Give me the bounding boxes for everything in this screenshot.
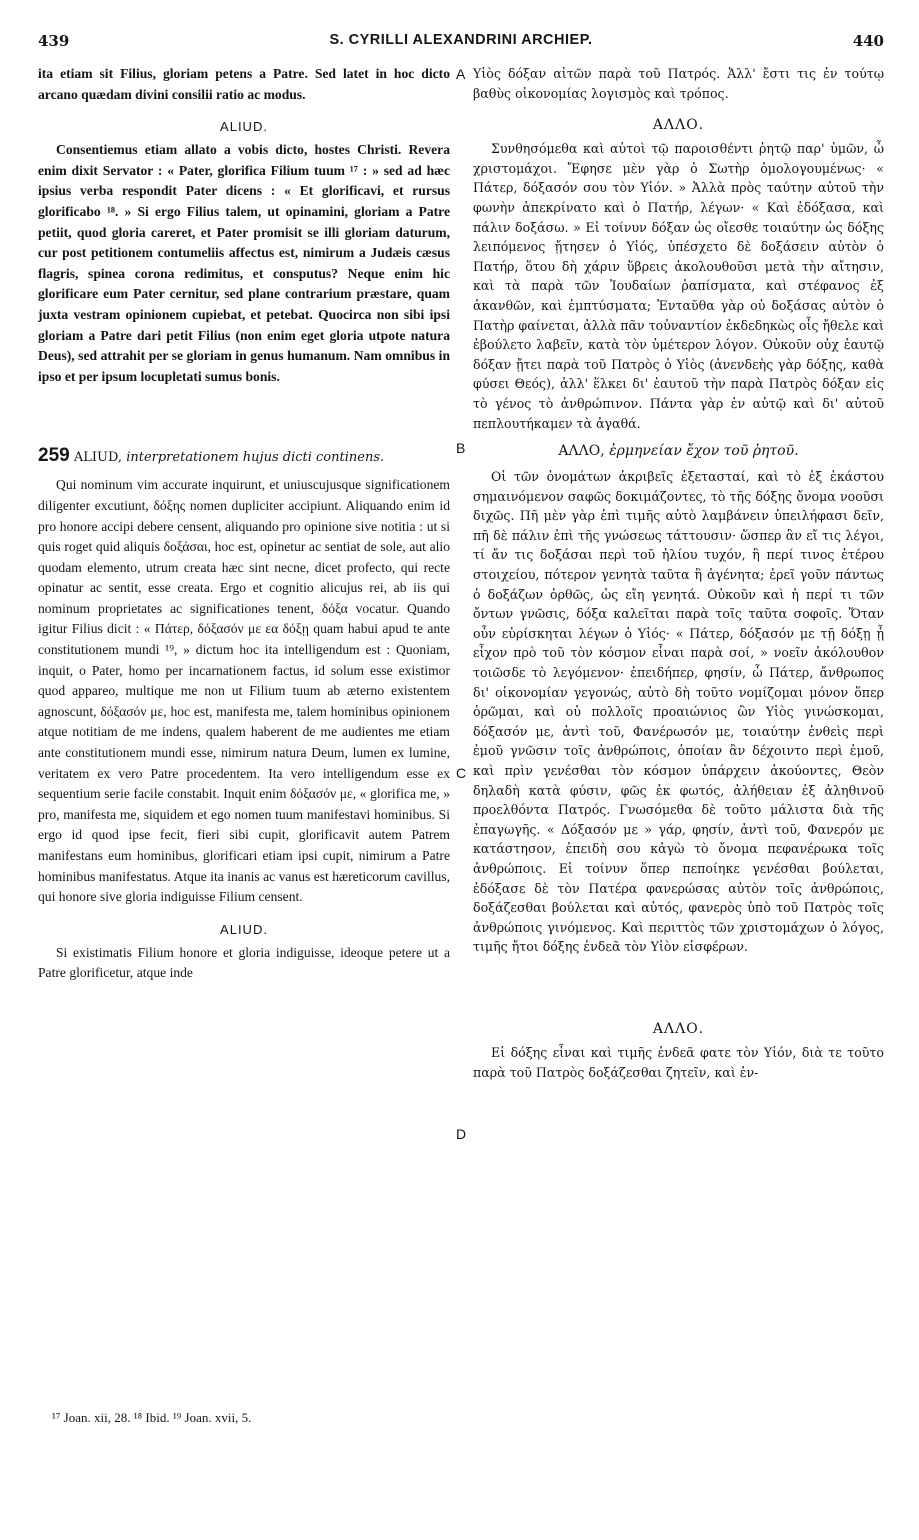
latin-section-label: ALIUD, bbox=[73, 450, 123, 466]
latin-paragraph-3: Si existimatis Filium honore et gloria indiguisse, ideoque petere ut a Patre glorificetur, atque inde bbox=[38, 944, 450, 981]
margin-letter-a: A bbox=[456, 66, 466, 82]
greek-paragraph-1: Συνθησόμεθα καὶ αὐτοὶ τῷ παροισθέντι ῥητῷ παρ' ὑμῶν, ὦ χριστομάχοι. Ἔφησε μὲν γὰρ ὁ Σωτὴρ ὁμολογουμένως· « Πάτερ, δόξασόν σου τὸν Υἱόν. » Ἀλλὰ πρὸς ταύτην αὐτοῦ τὴν φωνὴν ἀπεκρίνατο καὶ ὁ Πατήρ, λέγων· « Καὶ ἐδόξασα, καὶ πάλιν δοξάσω. » Εἰ τοίνυν δόξαν ὡς οἴεσθε τοιαύτην ὡς δόξης λειπόμενος ᾔτησεν ὁ Υἱός, ὑπέσχετο δὲ δοξάσειν αὐτὸν ὁ Πατήρ, ὅτου δὴ χάριν ὕβρεις ἀκολουθοῦσι μετὰ τὴν αἴτησιν, καὶ τὰ παρὰ τῶν Ἰουδαίων ῥαπίσματα, καὶ στέφανος ἐξ ἀκανθῶν, καὶ ἐμπτύσματα; Ἐνταῦθα γὰρ οὐ δοξάσας αὐτὸν ὁ Πατὴρ φαίνεται, ἀλλὰ πᾶν τοὐναντίον ἐκδεδηκὼς οἷς ἤθελε καὶ ἐβούλετο λαβεῖν, κατὰ τὸν ὑμέτερον λόγον. Οὐκοῦν οὐχ ἑαυτῷ δόξαν ᾔτει παρὰ τοῦ Πατρὸς ὁ Υἱὸς (ἀνενδεὴς γὰρ δόξης, καθὰ φύσει Θεός), ἀλλ' ἕλκει δι' ἑαυτοῦ τὴν παρὰ Πατρὸς δόξαν εἰς τὸ γένος τὸ ἀνθρώπινον. Πάντα γὰρ ἐν αὐτῷ καὶ δι' αὐτοῦ πεπλουτήκαμεν τὰ ἀγαθά. bbox=[473, 141, 884, 431]
section-number: 259 bbox=[38, 445, 70, 467]
margin-letter-b: B bbox=[456, 440, 466, 456]
running-title: S. CYRILLI ALEXANDRINI ARCHIEP. bbox=[329, 32, 593, 48]
greek-section-label: ΑΛΛΟ, bbox=[558, 443, 605, 460]
latin-heading-aliud-1: ALIUD. bbox=[220, 119, 268, 135]
greek-column bbox=[473, 64, 884, 1082]
margin-letter-c: C bbox=[456, 765, 467, 781]
latin-column bbox=[38, 64, 450, 984]
latin-paragraph-1: Consentiemus etiam allato a vobis dicto, hostes Christi. Revera enim dixit Servator : « Pater, glorifica Filium tuum ¹⁷ : » sed ad hæc ipsius verba respondit Pater dicens : « Et glorificavi, et rursus glorificabo ¹⁸. » Si ergo Filius talem, ut opinamini, gloriam a Patre petiit, quod gloria careret, et Pater promisit se illi gloriam daturum, cur post petitionem contumeliis affectus est, nimirum a Judæis cæsus flagris, spinea corona redimitus, et consputus? Neque enim hic glorificare eum Pater cernitur, sed plane contrarium præstare, quam juxta vestram opinionem cupiebat, et petebat. Quocirca non sibi ipsi gloriam a Patre dari petit Filius (non enim eget gloria utpote natura Deus), sed attrahit per se gloriam in genus humanum. Nam omnibus in ipso et per ipsum locupletati sumus bonis. bbox=[38, 142, 450, 384]
greek-paragraph-2: Οἱ τῶν ὀνομάτων ἀκριβεῖς ἐξετασταί, καὶ τὸ ἐξ ἑκάστου σημαινόμενον σαφῶς δοκιμάζοντες, τὸ τῆς δόξης ὄνομα νοοῦσι διχῶς. Πῆ μὲν γὰρ ἐπὶ τιμῆς αὐτὸ λαμβάνειν ὑπειλήφασι δεῖν, πῆ δὲ πάλιν ἐπὶ τῆς γνώσεως τάττουσιν· ὥσπερ ἂν εἴ τις λέγοι, τί ἄν τις δοξάσαι περὶ τοῦ ἡλίου τυχόν, ἢ περί τινος ἑτέρου στοιχείου, πότερον γενητὰ ταῦτα ἢ ἀγένητα; ἐρεῖ γοῦν πάντως ὁ δοξάζων ὀρθῶς, ὡς εἴη γενητά. Οὐκοῦν καὶ ἡ περί τι τῶν ὄντων γνῶσις, δόξα καλεῖται παρὰ τοῖς ταῦτα σοφοῖς. Ὅταν οὖν εὑρίσκηται λέγων ὁ Υἱός· « Πάτερ, δόξασόν με τῇ δόξῃ ᾗ εἶχον πρὸ τοῦ τὸν κόσμον εἶναι παρὰ σοί, » νοεῖν ἀκόλουθον τοιῶσδε τὸ λεγόμενον· ἐπειδήπερ, φησίν, ὦ Πάτερ, ἄνθρωπος δι' οἰκονομίαν γεγονώς, αὐτὸ δὴ τοῦτο νομίζομαι μόνον ὅπερ ὁρῶμαι, καὶ οὐ πολλοῖς προαιώνιος ὢν Υἱὸς γινώσκομαι, δόξασόν με, ἀντὶ τοῦ, Φανέρωσόν με, τοιαύτην ἐνθεὶς περὶ ἐμοῦ γνῶσιν τοῖς ἀνθρώποις, ὁποίαν ἂν δέχοιντο περὶ ἐμοῦ, καὶ πρὶν γενέσθαι τὸν κόσμον ὑπάρχειν ἀκούοντες, Θεὸν δηλαδὴ κατὰ φύσιν, φῶς ἐκ φωτός, ἀλήθειαν ἐξ ἀληθινοῦ προελθόντα Πατρός. Γνωσόμεθα δὲ τοῦτο μάλιστα διὰ τῆς ἐπαγωγῆς. « Δόξασόν με » γάρ, φησίν, ἀντὶ τοῦ, Φανερόν με κατάστησον, ἐπειδὴ σου κἀγὼ τὸ ὄνομα πεφανέρωκα τοῖς ἀνθρώποις. Εἰ τοίνυν ὅπερ πεποίηκε γενέσθαι βούλεται, ἐδόξασε δὲ τὸν Πατέρα φανερώσας αὐτὸν τοῖς ἀνθρώποις, δοξάζεσθαι βούλεται καὶ αὐτός, φανερὸς ὑπὸ τοῦ Πατρὸς τοῖς ἀνθρώποις γινόμενος. Καὶ περιττὸς τῶν χριστομάχων ὁ λόγος, τιμῆς ἤτοι δόξης ἐνδεᾶ τὸν Υἱὸν εἰσφέρων. bbox=[473, 469, 884, 955]
greek-paragraph-0: Υἱὸς δόξαν αἰτῶν παρὰ τοῦ Πατρός. Ἀλλ' ἔστι τις ἐν τούτῳ βαθὺς οἰκονομίας λογισμὸς καὶ τρόπος. bbox=[473, 66, 884, 101]
page-number-right: 440 bbox=[852, 32, 884, 50]
greek-heading-allo-3: ΑΛΛΟ. bbox=[652, 1020, 705, 1037]
greek-section-subtitle: ἑρμηνείαν ἔχον τοῦ ῥητοῦ. bbox=[609, 443, 799, 460]
latin-section-heading bbox=[38, 445, 450, 467]
page-header bbox=[38, 32, 884, 58]
greek-paragraph-3: Εἰ δόξης εἶναι καὶ τιμῆς ἐνδεᾶ φατε τὸν Υἱόν, διὰ τε τοῦτο παρὰ τοῦ Πατρὸς δοξάζεσθαι ζητεῖν, καὶ ἐν- bbox=[473, 1044, 884, 1080]
margin-letter-d: D bbox=[456, 1126, 467, 1142]
greek-section-heading bbox=[473, 443, 884, 459]
page-number-left: 439 bbox=[38, 32, 70, 50]
latin-section-subtitle: interpretationem hujus dicti continens. bbox=[126, 450, 385, 466]
latin-paragraph-2: Qui nominum vim accurate inquirunt, et uniuscujusque significationem diligenter excutiunt, δόξης nomen dupliciter accipiunt. Aliquando enim id pro honore accipi debere censent, aliquando pro opinione sive notitia : ut si quis roget quid aliquis δοξάσαι, hoc est, opinetur ac sentiat de sole, aut alio quodam elemento, utrum creata hæc sint necne, dicet profecto, qui recte opinatur ac sentit, esse creata. Ergo et cognitio alicujus rei, ab iis qui nominum proprietates ac significationes tenent, δόξα vocatur. Quando igitur Filius dicit : « Πάτερ, δόξασόν με εα δόξῃ quam habui apud te ante constitutionem mundi ¹⁹, » dictum hoc ita intelligendum est : Quoniam, inquit, o Pater, homo per incarnationem factus, id solum esse existimor quod appareo, multique me non ut Filium tuum ab æterno existentem agnoscunt, δόξασόν με, hoc est, manifesta me, talem hominibus opinionem atque notitiam de me indens, qualem haberent de me audientes me etiam ante constitutionem mundi esse, nimirum natura Deum, lumen ex lumine, veritatem ex vero Patre procedentem. Ita vero intelligendum esse ex sequentium serie facile constabit. Inquit enim δόξασόν με, « glorifica me, » pro, manifesta me, siquidem et ego nomen tuum manifestavi hominibus. Si ergo id quod ipse fecit, fieri sibi cupit, glorificavit autem Patrem manifestans eum hominibus, glorificari etiam ipsi cupit, nimirum a Patre hominibus manifestatus. Atque ita inanis ac vanus est hæreticorum cavillus, qui honore sive gloria indiguisse Filium censent. bbox=[38, 477, 450, 905]
latin-heading-aliud-3: ALIUD. bbox=[220, 921, 268, 937]
latin-paragraph-0: ita etiam sit Filius, gloriam petens a Patre. Sed latet in hoc dicto arcano quædam divini consilii ratio ac modus. bbox=[38, 66, 450, 102]
footnotes: ¹⁷ Joan. xii, 28. ¹⁸ Ibid. ¹⁹ Joan. xvii, 5. bbox=[52, 1410, 252, 1425]
greek-heading-allo-1: ΑΛΛΟ. bbox=[652, 117, 705, 134]
